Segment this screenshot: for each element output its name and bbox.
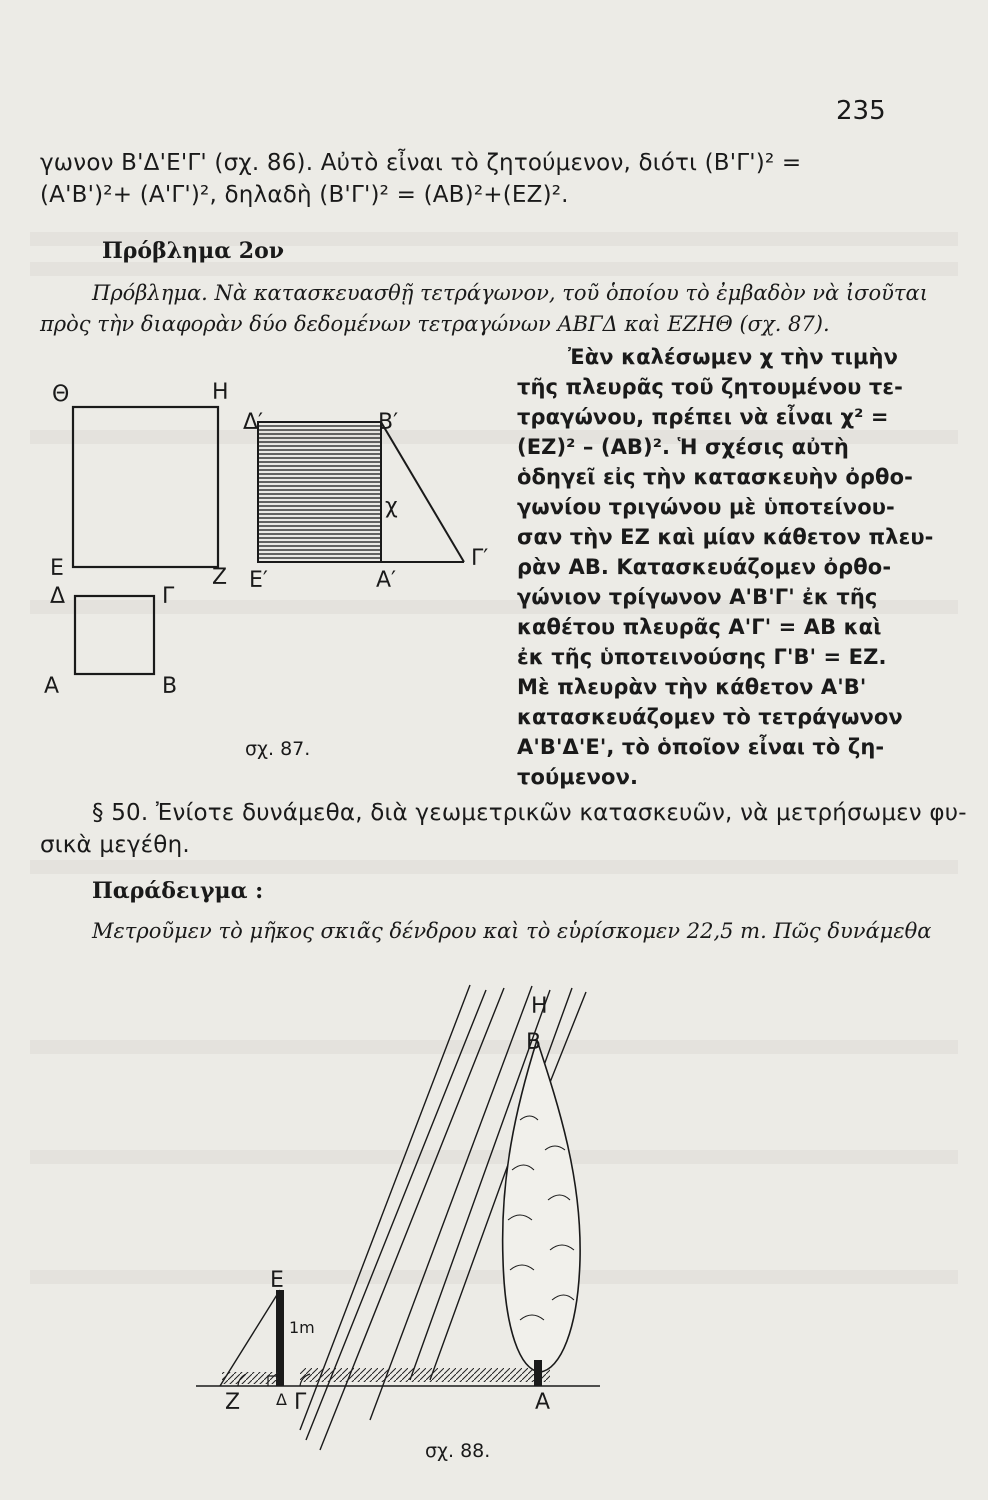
fig88-label-alpha: Α (535, 1390, 551, 1415)
solution-line: ὁδηγεῖ εἰς τὴν κατασκευὴν ὀρθο- (517, 465, 913, 489)
fig87-label-chi: χ (385, 494, 398, 519)
solution-line: τῆς πλευρᾶς τοῦ ζητουμένου τε- (517, 375, 903, 399)
tree-trunk (534, 1360, 542, 1386)
example-line: Μετροῦμεν τὸ μῆκος σκιᾶς δένδρου καὶ τὸ εὑρίσκομεν 22,5 m. Πῶς δυνάμεθα (92, 919, 932, 943)
fig88-label-eta: Η (531, 994, 548, 1019)
fig87-label-epsilon-prime: Ε′ (249, 568, 268, 593)
stick-shadow (222, 1372, 278, 1384)
fig88-label-beta: Β (526, 1030, 542, 1055)
solution-line: σαν τὴν ΕΖ καὶ μίαν κάθετον πλευ- (517, 525, 934, 549)
fig87-label-delta-prime: Δ′ (243, 410, 264, 435)
solution-line: γωνίου τριγώνου μὲ ὑποτείνου- (517, 495, 895, 519)
solution-line: τούμενον. (517, 765, 639, 789)
fig88-label-epsilon: Ε (270, 1268, 284, 1293)
solution-line: Ἐὰν καλέσωμεν χ τὴν τιμὴν (568, 345, 898, 369)
fig88-caption: σχ. 88. (425, 1440, 491, 1462)
stick-ray (220, 1290, 280, 1386)
fig87-label-gamma: Γ (162, 584, 175, 609)
fig87-label-gamma-prime: Γ′ (471, 546, 489, 571)
fig88-label-delta: Δ (276, 1390, 287, 1409)
fig87-label-beta-prime: Β′ (378, 410, 399, 435)
fig87-label-beta: Β (162, 674, 178, 699)
problem-heading: Πρόβλημα 2ον (102, 238, 285, 264)
section-50-line-2: σικὰ μεγέθη. (40, 832, 190, 858)
solution-line: καθέτου πλευρᾶς Α'Γ' = ΑΒ καὶ (517, 615, 882, 639)
solution-line: κατασκευάζομεν τὸ τετράγωνον (517, 705, 903, 729)
problem-statement-line-2: πρὸς τὴν διαφορὰν δύο δεδομένων τετραγώνων ΑΒΓΔ καὶ ΕΖΗΘ (σχ. 87). (40, 312, 830, 336)
measuring-stick (276, 1290, 284, 1386)
solution-line: τραγώνου, πρέπει νὰ εἶναι χ² = (517, 405, 889, 429)
problem-statement-line-1: Πρόβλημα. Νὰ κατασκευασθῇ τετράγωνον, τοῦ ὁποίου τὸ ἐμβαδὸν νὰ ἰσοῦται (92, 281, 928, 305)
intro-line-1: γωνον Β'Δ'Ε'Γ' (σχ. 86). Αὐτὸ εἶναι τὸ ζητούμενον, διότι (Β'Γ')² = (40, 150, 802, 176)
fig88-label-1m: 1m (289, 1318, 315, 1337)
solution-line: Μὲ πλευρὰν τὴν κάθετον Α'Β' (517, 675, 867, 699)
fig87-label-alpha: Α (44, 674, 60, 699)
tree-shadow (300, 1368, 550, 1382)
fig88-label-gamma: Γ (294, 1390, 307, 1415)
fig87-label-eta: Η (212, 380, 229, 405)
solution-line: γώνιον τρίγωνον Α'Β'Γ' ἐκ τῆς (517, 585, 878, 609)
solution-line: (ΕΖ)² – (ΑΒ)². Ἡ σχέσις αὐτὴ (517, 435, 849, 459)
fig88-label-zeta: Ζ (225, 1390, 241, 1415)
fig87-label-zeta: Ζ (212, 565, 228, 590)
solution-line: ἐκ τῆς ὑποτεινούσης Γ'Β' = ΕΖ. (517, 645, 887, 669)
section-50-line-1: § 50. Ἐνίοτε δυνάμεθα, διὰ γεωμετρικῶν κατασκευῶν, νὰ μετρήσωμεν φυ- (92, 800, 967, 826)
example-heading: Παράδειγμα : (92, 878, 264, 904)
fig87-label-delta: Δ (50, 584, 66, 609)
solution-line: Α'Β'Δ'Ε', τὸ ὁποῖον εἶναι τὸ ζη- (517, 735, 885, 759)
page-number: 235 (836, 96, 886, 126)
fig87-label-theta: Θ (52, 382, 70, 407)
fig87-caption: σχ. 87. (245, 738, 311, 760)
intro-line-2: (Α'Β')²+ (Α'Γ')², δηλαδὴ (Β'Γ')² = (ΑΒ)²+(ΕΖ)². (40, 182, 569, 208)
fig87-label-alpha-prime: Α′ (376, 568, 397, 593)
fig87-label-epsilon: Ε (50, 556, 64, 581)
solution-line: ρὰν ΑΒ. Κατασκευάζομεν ὀρθο- (517, 555, 892, 579)
